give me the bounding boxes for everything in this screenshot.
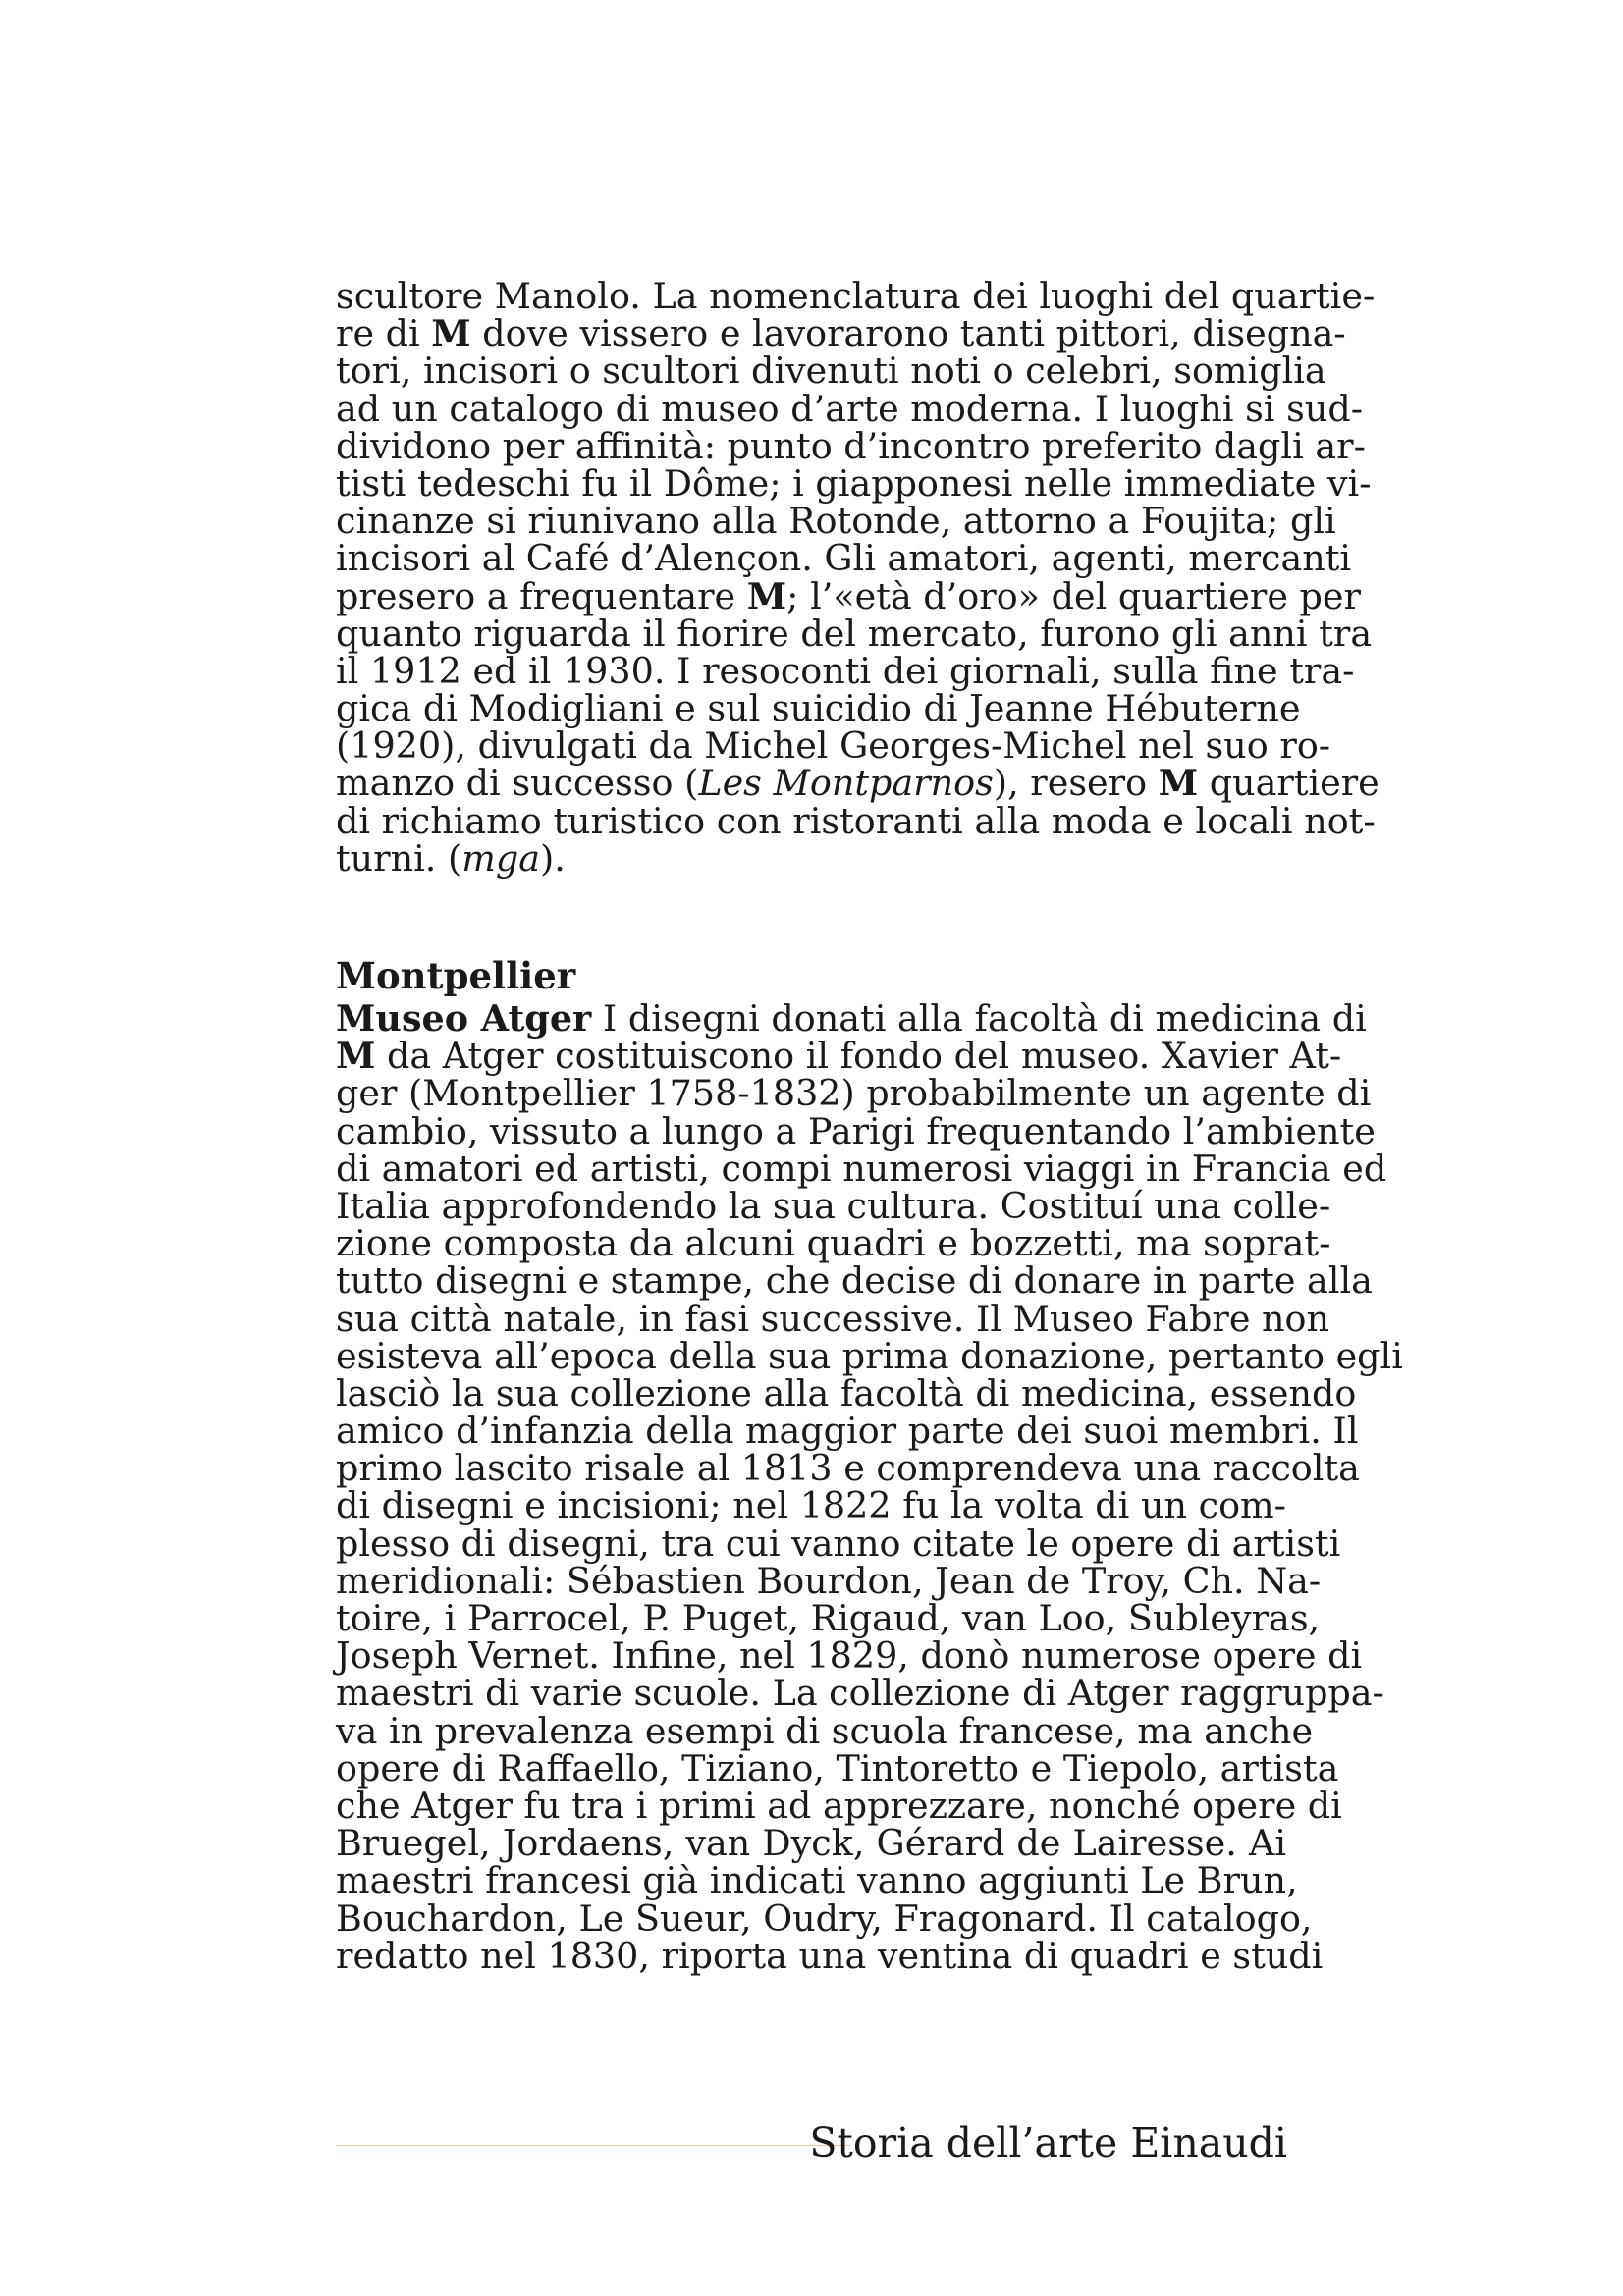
- text-line: il 1912 ed il 1930. I resoconti dei giornali, sulla fine tra-: [336, 649, 1355, 692]
- text-line: scultore Manolo. La nomenclatura dei luoghi del quartie-: [336, 275, 1376, 317]
- text-line: manzo di successo (Les Montparnos), resero M quartiere: [336, 762, 1380, 805]
- text-line: turni. (mga).: [336, 836, 566, 880]
- text-line: primo lascito risale al 1813 e comprendeva una raccolta: [336, 1447, 1360, 1490]
- text-line: maestri di varie scuole. La collezione di Atger raggruppa-: [336, 1672, 1384, 1715]
- text-line: ger (Montpellier 1758-1832) probabilmente un agente di: [336, 1072, 1372, 1115]
- text-line: presero a frequentare M; l’«età d’oro» del quartiere per: [336, 574, 1361, 617]
- text-line: redatto nel 1830, riporta una ventina di quadri e studi: [336, 1934, 1324, 1977]
- text-line: esisteva all’epoca della sua prima donazione, pertanto egli: [336, 1334, 1403, 1377]
- text-line: zione composta da alcuni quadri e bozzetti, ma soprat-: [336, 1222, 1331, 1265]
- text-line: opere di Raffaello, Tiziano, Tintoretto e Tiepolo, artista: [336, 1746, 1339, 1789]
- text-line: cambio, vissuto a lungo a Parigi frequentando l’ambiente: [336, 1109, 1376, 1152]
- text-line: di amatori ed artisti, compi numerosi viaggi in Francia ed: [336, 1147, 1387, 1190]
- text-line: amico d’infanzia della maggior parte dei suoi membri. Il: [336, 1410, 1359, 1453]
- text-line: di richiamo turistico con ristoranti alla moda e locali not-: [336, 799, 1376, 842]
- text-line: M da Atger costituiscono il fondo del museo. Xavier At-: [336, 1035, 1342, 1078]
- text-line: incisori al Café d’Alençon. Gli amatori, agenti, mercanti: [336, 537, 1352, 580]
- text-line: cinanze si riunivano alla Rotonde, attorno a Foujita; gli: [336, 500, 1336, 543]
- text-line: tori, incisori o scultori divenuti noti o celebri, somiglia: [336, 349, 1326, 393]
- text-line: quanto riguarda il fiorire del mercato, furono gli anni tra: [336, 612, 1373, 655]
- text-line: plesso di disegni, tra cui vanno citate le opere di artisti: [336, 1522, 1341, 1565]
- text-line: Bruegel, Jordaens, van Dyck, Gérard de Lairesse. Ai: [336, 1822, 1286, 1865]
- text-line: di disegni e incisioni; nel 1822 fu la volta di un com-: [336, 1484, 1286, 1527]
- footer-title: Storia dell’arte Einaudi: [809, 2119, 1287, 2166]
- text-line: dividono per affinità: punto d’incontro preferito dagli ar-: [336, 424, 1366, 467]
- footer-rule: [336, 2145, 850, 2146]
- text-line: Joseph Vernet. Infine, nel 1829, donò numerose opere di: [336, 1634, 1363, 1678]
- text-line: gica di Modigliani e sul suicidio di Jeanne Hébuterne: [336, 687, 1301, 730]
- paragraph-montparnasse: [336, 275, 1380, 880]
- text-line: ad un catalogo di museo d’arte moderna. I luoghi si sud-: [336, 387, 1364, 430]
- text-line: tutto disegni e stampe, che decise di donare in parte alla: [336, 1259, 1373, 1303]
- text-line: Museo Atger I disegni donati alla facoltà di medicina di: [336, 997, 1367, 1040]
- text-line: Italia approfondendo la sua cultura. Costituí una colle-: [336, 1184, 1331, 1227]
- text-line: toire, i Parrocel, P. Puget, Rigaud, van Loo, Subleyras,: [336, 1597, 1321, 1639]
- text-line: Bouchardon, Le Sueur, Oudry, Fragonard. Il catalogo,: [336, 1896, 1313, 1940]
- text-line: sua città natale, in fasi successive. Il Museo Fabre non: [336, 1297, 1330, 1340]
- text-line: tisti tedeschi fu il Dôme; i giapponesi nelle immediate vi-: [336, 461, 1372, 505]
- text-line: (1920), divulgati da Michel Georges-Michel nel suo ro-: [336, 724, 1331, 768]
- text-line: lasciò la sua collezione alla facoltà di medicina, essendo: [336, 1371, 1357, 1415]
- text-line: re di M dove vissero e lavorarono tanti pittori, disegna-: [336, 312, 1346, 355]
- text-line: che Atger fu tra i primi ad apprezzare, nonché opere di: [336, 1784, 1342, 1827]
- paragraph-museo-atger: [336, 997, 1403, 1977]
- section-heading: Montpellier: [336, 954, 576, 997]
- text-line: va in prevalenza esempi di scuola francese, ma anche: [336, 1709, 1314, 1752]
- text-line: meridionali: Sébastien Bourdon, Jean de Troy, Ch. Na-: [336, 1559, 1322, 1602]
- text-line: maestri francesi già indicati vanno aggiunti Le Brun,: [336, 1859, 1298, 1902]
